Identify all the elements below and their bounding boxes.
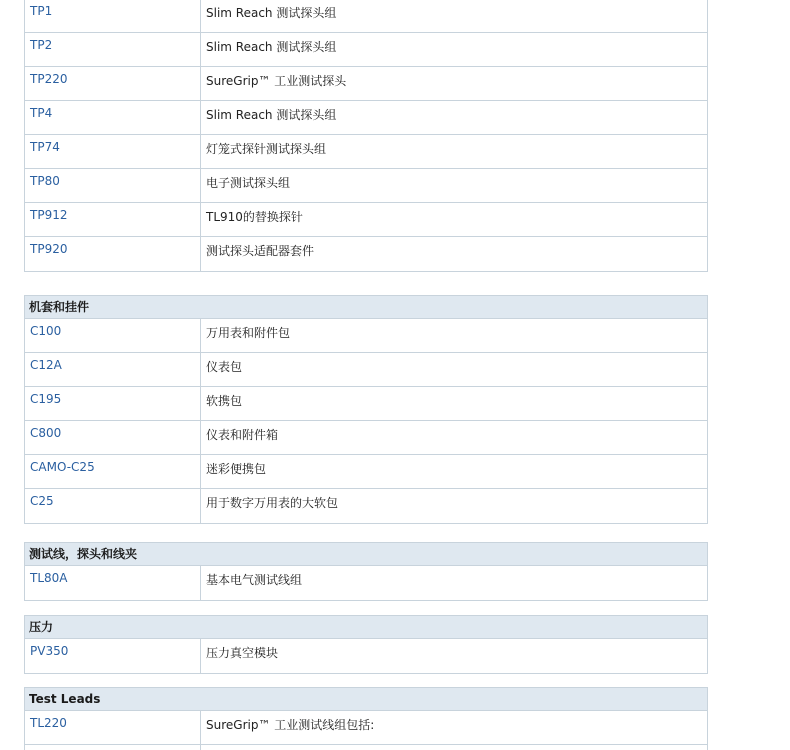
desc-cell [201,745,707,750]
desc-cell: 电子测试探头组 [206,176,291,190]
desc-cell: 万用表和附件包 [206,326,291,340]
table-row [25,0,707,33]
code-cell [25,319,201,352]
product-link-tp4[interactable]: TP4 [30,106,53,120]
code-cell [25,135,201,168]
desc-cell: 软携包 [206,394,243,408]
code-cell [25,237,201,271]
code-cell [25,421,201,454]
code-cell [25,169,201,202]
desc-cell: Slim Reach 测试探头组 [206,40,337,54]
pressure-table [24,615,708,674]
table-row [25,489,707,523]
section-header: 测试线，探头和线夹 [25,543,707,566]
product-link-tp2[interactable]: TP2 [30,38,53,52]
desc-cell: SureGrip™ 工业测试线组包括: [206,718,375,732]
desc-cell: TL910的替换探针 [206,210,303,224]
code-cell [25,101,201,134]
table-row [25,237,707,271]
table-row [25,67,707,101]
product-link-tp80[interactable]: TP80 [30,174,60,188]
section-header: 压力 [25,616,707,639]
desc-cell: 测试探头适配器套件 [206,244,315,258]
table-row [25,135,707,169]
table-row [25,319,707,353]
table-row [25,639,707,673]
desc-cell: 迷彩便携包 [206,462,267,476]
table-row [25,169,707,203]
cases-table [24,295,708,524]
desc-cell: 灯笼式探针测试探头组 [206,142,327,156]
leads-probes-clips-table [24,542,708,601]
code-cell [25,566,201,600]
product-link-tp920[interactable]: TP920 [30,242,68,256]
product-link-tp74[interactable]: TP74 [30,140,60,154]
product-link-c12a[interactable]: C12A [30,358,62,372]
code-cell [25,489,201,523]
table-row [25,711,707,745]
desc-cell: 压力真空模块 [206,646,279,660]
test-leads-table [24,687,708,750]
desc-cell: Slim Reach 测试探头组 [206,6,337,20]
table-row [25,455,707,489]
product-link-tp912[interactable]: TP912 [30,208,68,222]
product-link-c25[interactable]: C25 [30,494,54,508]
product-link-tl80a[interactable]: TL80A [30,571,68,585]
code-cell [25,33,201,66]
product-link-c100[interactable]: C100 [30,324,62,338]
table-row [25,566,707,600]
table-row [25,353,707,387]
code-cell [25,455,201,488]
product-link-tp220[interactable]: TP220 [30,72,68,86]
product-link-camo-c25[interactable]: CAMO-C25 [30,460,95,474]
desc-cell: 仪表和附件箱 [206,428,279,442]
code-cell [25,711,201,744]
product-link-c800[interactable]: C800 [30,426,62,440]
desc-cell: 仪表包 [206,360,243,374]
table-row [25,203,707,237]
table-row [25,101,707,135]
probe-table [24,0,708,272]
product-link-pv350[interactable]: PV350 [30,644,69,658]
product-link-c195[interactable]: C195 [30,392,62,406]
table-row [25,421,707,455]
desc-cell: Slim Reach 测试探头组 [206,108,337,122]
code-cell [25,203,201,236]
code-cell [25,0,201,32]
desc-cell: SureGrip™ 工业测试探头 [206,74,347,88]
section-header: 机套和挂件 [25,296,707,319]
product-link-tl220[interactable]: TL220 [30,716,67,730]
code-cell [25,67,201,100]
table-row [25,745,707,750]
code-cell [25,639,201,673]
section-header: Test Leads [25,688,707,711]
code-cell [25,745,201,750]
code-cell [25,353,201,386]
code-cell [25,387,201,420]
table-row [25,387,707,421]
product-link-tp1[interactable]: TP1 [30,4,53,18]
table-row [25,33,707,67]
desc-cell: 用于数字万用表的大软包 [206,496,339,510]
desc-cell: 基本电气测试线组 [206,573,303,587]
